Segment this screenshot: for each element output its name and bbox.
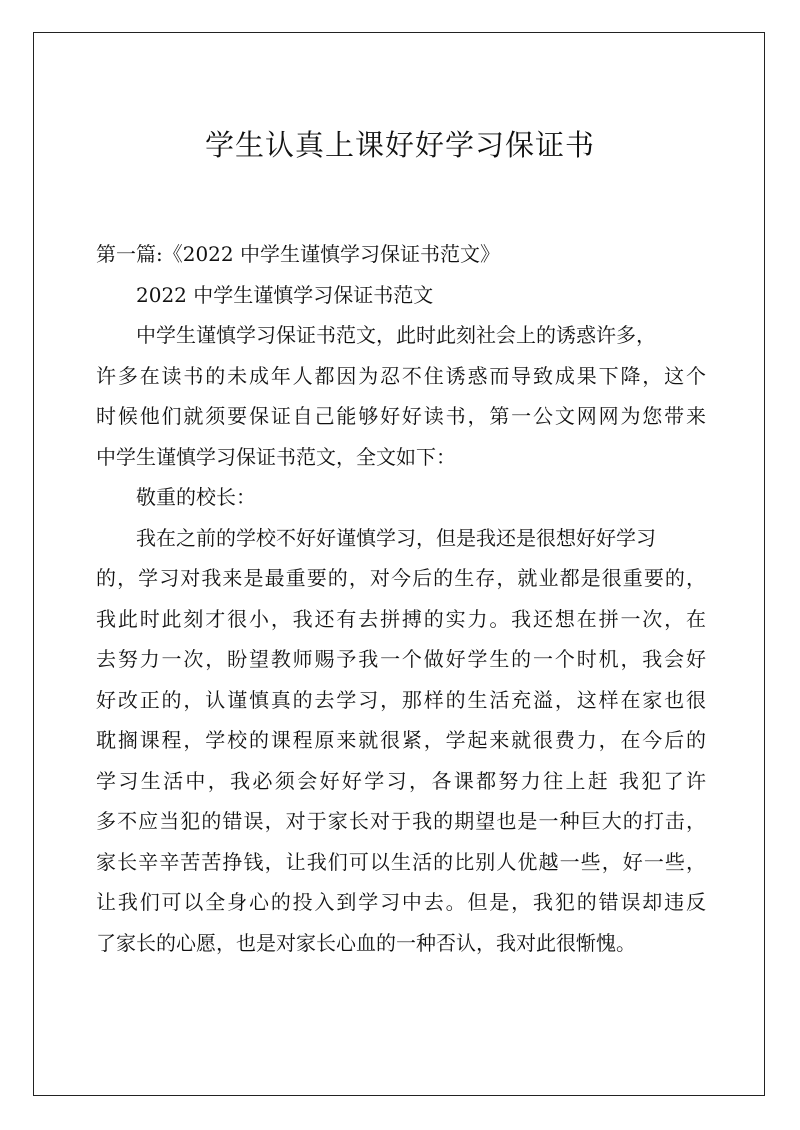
text-line: 时候他们就须要保证自己能够好好读书，第一公文网网为您带来 <box>96 404 706 428</box>
text-line: 让我们可以全身心的投入到学习中去。但是，我犯的错误却违反 <box>96 890 706 914</box>
text-line: 多不应当犯的错误，对于家长对于我的期望也是一种巨大的打击， <box>96 809 706 833</box>
text-line: 了家长的心愿，也是对家长心血的一种否认，我对此很惭愧。 <box>96 930 636 955</box>
section-heading: 第一篇:《2022 中学生谨慎学习保证书范文》 <box>96 242 500 266</box>
text-line: 中学生谨慎学习保证书范文，全文如下： <box>96 444 456 469</box>
document-body <box>96 234 706 963</box>
text-line: 家长辛辛苦苦挣钱，让我们可以生活的比别人优越一些，好一些， <box>96 849 706 874</box>
intro-paragraph <box>96 315 706 477</box>
document-subtitle: 2022 中学生谨慎学习保证书范文 <box>136 282 434 307</box>
text-line: 我此时此刻才很小，我还有去拼搏的实力。我还想在拼一次，在 <box>96 606 706 631</box>
body-paragraph <box>96 518 706 964</box>
text-line: 我在之前的学校不好好谨慎学习，但是我还是很想好好学习 <box>136 525 656 550</box>
text-line: 中学生谨慎学习保证书范文，此时此刻社会上的诱惑许多， <box>136 323 656 347</box>
text-line: 的，学习对我来是最重要的，对今后的生存，就业都是很重要的， <box>96 566 706 590</box>
text-line: 许多在读书的未成年人都因为忍不住诱惑而导致成果下降，这个 <box>96 363 706 388</box>
document-title: 学生认真上课好好学习保证书 <box>204 128 595 162</box>
text-line: 学习生活中，我必须会好好学习，各课都努力往上赶 我犯了许 <box>96 768 706 793</box>
text-line: 好改正的，认谨慎真的去学习，那样的生活充溢，这样在家也很 <box>96 687 706 712</box>
text-line: 去努力一次，盼望教师赐予我一个做好学生的一个时机，我会好 <box>96 647 706 671</box>
text-line: 耽搁课程，学校的课程原来就很紧，学起来就很费力，在今后的 <box>96 728 706 752</box>
salutation: 敬重的校长： <box>136 485 256 509</box>
